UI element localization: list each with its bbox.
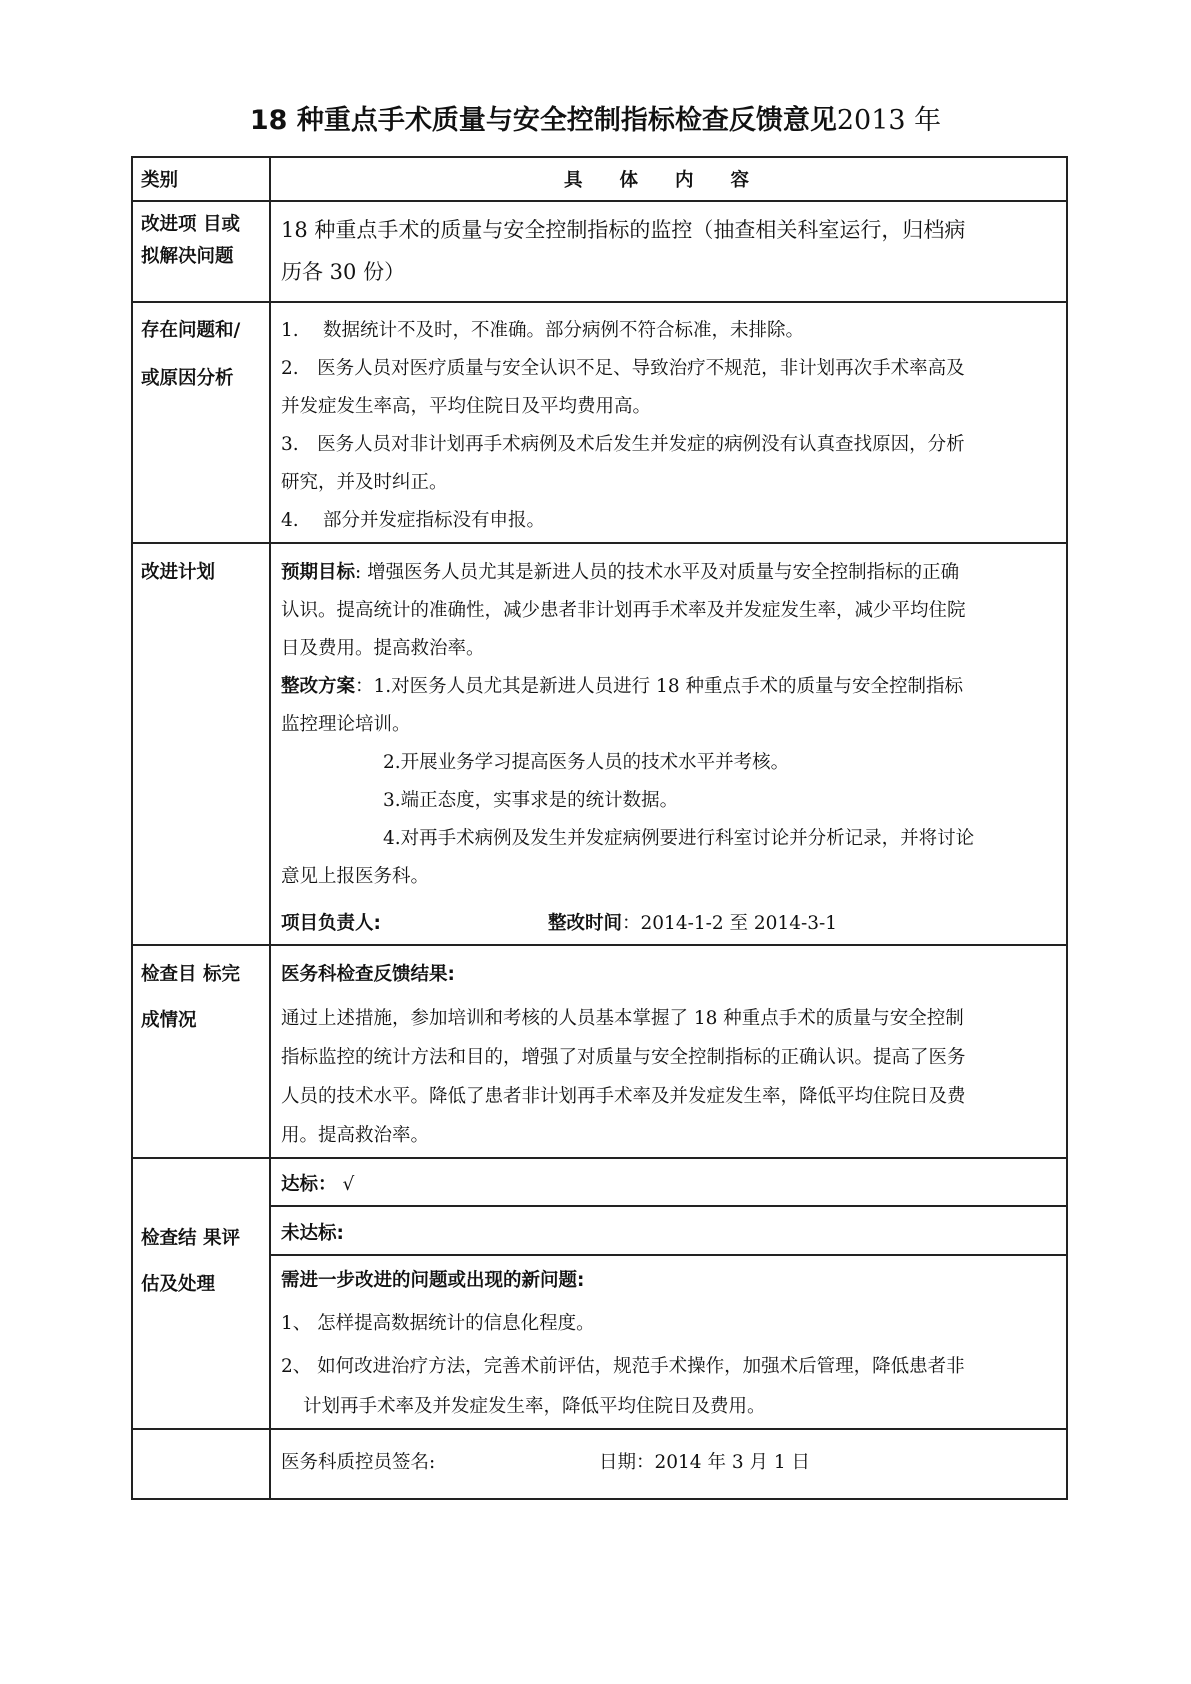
improvement-item-text-line-2: 历各 30 份） (281, 260, 406, 284)
title-year: 2013 年 (836, 105, 942, 136)
rule-after-met (269, 1205, 1068, 1207)
signature-date: 日期：2014 年 3 月 1 日 (599, 1452, 811, 1473)
title-main: 18 种重点手术质量与安全控制指标检查反馈意见 (249, 105, 837, 136)
plan-scheme-line-1 (281, 672, 963, 698)
evaluation-item-2-line-2: 计划再手术率及并发症发生率，降低平均住院日及费用。 (303, 1396, 766, 1417)
plan-time-label: 整改时间 (548, 913, 623, 934)
rule-after-not-met (269, 1254, 1068, 1256)
problem-item-2-line-1: 2. 医务人员对医疗质量与安全认识不足、导致治疗不规范，非计划再次手术率高及 (281, 358, 965, 379)
plan-scheme-label: 整改方案 (281, 676, 356, 697)
plan-goal-label: 预期目标 (281, 562, 356, 583)
inspection-line-2: 指标监控的统计方法和目的，增强了对质量与安全控制指标的正确认识。提高了医务 (281, 1047, 966, 1068)
rule-bottom (131, 1498, 1068, 1500)
evaluation-label-line-2: 估及处理 (141, 1274, 216, 1295)
document-title (0, 98, 1191, 137)
inspection-line-3: 人员的技术水平。降低了患者非计划再手术率及并发症发生率，降低平均住院日及费 (281, 1086, 966, 1107)
rule-after-plan (131, 944, 1068, 946)
problems-label-line-1: 存在问题和/ (141, 320, 241, 341)
plan-time (548, 909, 837, 935)
plan-owner-label: 项目负责人: (281, 913, 381, 934)
plan-label: 改进计划 (141, 562, 216, 583)
evaluation-item-1: 1、 怎样提高数据统计的信息化程度。 (281, 1313, 595, 1334)
evaluation-item-2-line-1: 2、 如何改进治疗方法，完善术前评估，规范手术操作，加强术后管理，降低患者非 (281, 1356, 965, 1377)
rule-top (131, 156, 1068, 158)
plan-scheme-item-4-line-1: 4.对再手术病例及发生并发症病例要进行科室讨论并分析记录，并将讨论 (383, 828, 975, 849)
plan-scheme-item-3: 3.端正态度，实事求是的统计数据。 (383, 790, 679, 811)
improvement-item-label-line-1: 改进项 目或 (141, 214, 240, 235)
evaluation-met-mark: √ (342, 1174, 355, 1195)
evaluation-met (281, 1170, 354, 1196)
rule-after-item (131, 301, 1068, 303)
problem-item-3-line-2: 研究，并及时纠正。 (281, 472, 448, 493)
plan-time-value: ：2014-1-2 至 2014-3-1 (622, 913, 838, 934)
inspection-result-label: 医务科检查反馈结果: (281, 964, 455, 985)
evaluation-further-label: 需进一步改进的问题或出现的新问题: (281, 1270, 585, 1291)
evaluation-met-label: 达标： (281, 1174, 337, 1195)
improvement-item-label-line-2: 拟解决问题 (141, 246, 234, 267)
plan-goal-text: : 增强医务人员尤其是新进人员的技术水平及对质量与安全控制指标的正确 (355, 562, 960, 583)
header-content: 具 体 内 容 (564, 170, 750, 191)
inspection-line-1: 通过上述措施，参加培训和考核的人员基本掌握了 18 种重点手术的质量与安全控制 (281, 1008, 964, 1029)
plan-goal-line-1 (281, 558, 959, 584)
signature-signer-label: 医务科质控员签名: (281, 1452, 436, 1473)
rule-after-header (131, 200, 1068, 202)
feedback-form-table (131, 156, 1068, 1500)
problem-item-2-line-2: 并发症发生率高，平均住院日及平均费用高。 (281, 396, 652, 417)
evaluation-label-line-1: 检查结 果评 (141, 1228, 240, 1249)
header-category: 类别 (141, 170, 179, 191)
inspection-line-4: 用。提高救治率。 (281, 1125, 430, 1146)
problem-item-4: 4. 部分并发症指标没有申报。 (281, 510, 546, 531)
plan-goal-line-3: 日及费用。提高救治率。 (281, 638, 485, 659)
rule-after-inspection (131, 1157, 1068, 1159)
inspection-label-line-2: 成情况 (141, 1010, 197, 1031)
rule-after-evaluation (131, 1428, 1068, 1430)
plan-scheme-item-2: 2.开展业务学习提高医务人员的技术水平并考核。 (383, 752, 790, 773)
rule-right (1066, 156, 1068, 1500)
rule-left (131, 156, 133, 1500)
inspection-label-line-1: 检查目 标完 (141, 964, 240, 985)
plan-scheme-item-4-line-2: 意见上报医务科。 (281, 866, 430, 887)
improvement-item-text-line-1: 18 种重点手术的质量与安全控制指标的监控（抽查相关科室运行，归档病 (281, 218, 966, 242)
problem-item-1: 1. 数据统计不及时，不准确。部分病例不符合标准，未排除。 (281, 320, 805, 341)
rule-after-problems (131, 542, 1068, 544)
plan-scheme-text: ：1.对医务人员尤其是新进人员进行 18 种重点手术的质量与安全控制指标 (355, 676, 963, 697)
evaluation-not-met-label: 未达标: (281, 1223, 344, 1244)
plan-scheme-line-2: 监控理论培训。 (281, 714, 411, 735)
problem-item-3-line-1: 3. 医务人员对非计划再手术病例及术后发生并发症的病例没有认真查找原因，分析 (281, 434, 965, 455)
plan-goal-line-2: 认识。提高统计的准确性，减少患者非计划再手术率及并发症发生率，减少平均住院 (281, 600, 966, 621)
rule-column-divider (269, 156, 271, 1500)
problems-label-line-2: 或原因分析 (141, 368, 234, 389)
